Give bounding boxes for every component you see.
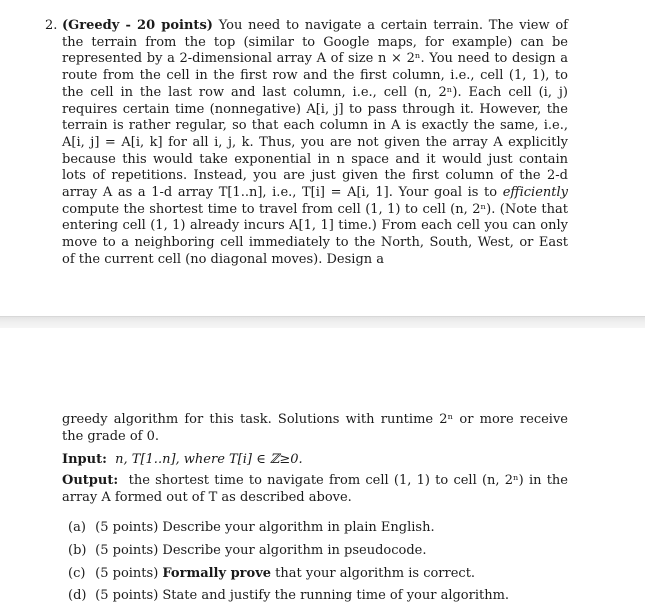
subquestion-text: (5 points) State and justify the running time of your algorithm. xyxy=(95,588,510,604)
question-heading: (Greedy - 20 points) xyxy=(62,18,213,33)
statement-text-end: compute the shortest time to travel from cell (1, 1) to cell (n, 2ⁿ). (Note that entering cell (1, 1) already incurs A[1, 1] time.) From each cell you can only move to a neighboring cell immediately to the North, South, West, or East of the current cell (no diagonal moves). Design a xyxy=(62,201,568,267)
subquestion-text: (5 points) Describe your algorithm in pseudocode. xyxy=(95,542,427,558)
list-item xyxy=(68,543,509,566)
subquestion-tag: (a) xyxy=(68,520,86,535)
subquestion-bold: Formally prove xyxy=(162,565,272,581)
subquestion-rest: that your algorithm is correct. xyxy=(275,565,476,581)
subquestion-list xyxy=(68,520,509,611)
subquestion-text: (5 points) xyxy=(95,565,159,581)
statement-text: You need to navigate a certain terrain. The view of the terrain from the top (similar to Google maps, for example) can be represented by a 2-dimensional array A of size n × 2ⁿ. You need to design a route from the cell in the first row and the first column, i.e., cell (1, 1), to the cell in the last row and last column, i.e., cell (n, 2ⁿ). Each cell (i, j) requires certain time (nonnegative) A[i, j] to pass through it. However, the terrain is rather regular, so that each column in A is exactly the same, i.e., A[i, j] = A[i, k] for all i, j, k. Thus, you are not given the array A explicitly because this would take exponential in n space and it would just contain lots of repetitions. Instead, you are just given the first column of the 2-d array A as a 1-d array T[1..n], i.e., T[i] = A[i, 1]. Your goal is to xyxy=(62,18,568,201)
subquestion-tag: (b) xyxy=(68,542,87,558)
output-text: the shortest time to navigate from cell (1, 1) to cell (n, 2ⁿ) in the array A formed out of T as described above. xyxy=(62,473,568,505)
statement-emphasis: efficiently xyxy=(502,185,568,201)
subquestion-tag: (d) xyxy=(68,588,87,604)
output-label: Output: xyxy=(62,473,119,488)
input-label: Input: xyxy=(62,452,107,467)
statement-continuation: greedy algorithm for this task. Solutions with runtime 2ⁿ or more receive the grade of 0. xyxy=(62,412,568,444)
input-spec xyxy=(62,452,568,469)
list-item xyxy=(68,520,509,543)
output-spec xyxy=(62,473,568,506)
subquestion-text: (5 points) Describe your algorithm in plain English. xyxy=(95,520,435,535)
page-bottom xyxy=(0,328,645,616)
question-statement xyxy=(62,18,568,269)
question-number: 2. xyxy=(45,18,58,33)
input-text: n, T[1..n], where T[i] ∈ ℤ≥0. xyxy=(115,452,303,467)
list-item xyxy=(68,588,509,611)
subquestion-tag: (c) xyxy=(68,565,86,581)
list-item xyxy=(68,566,509,589)
